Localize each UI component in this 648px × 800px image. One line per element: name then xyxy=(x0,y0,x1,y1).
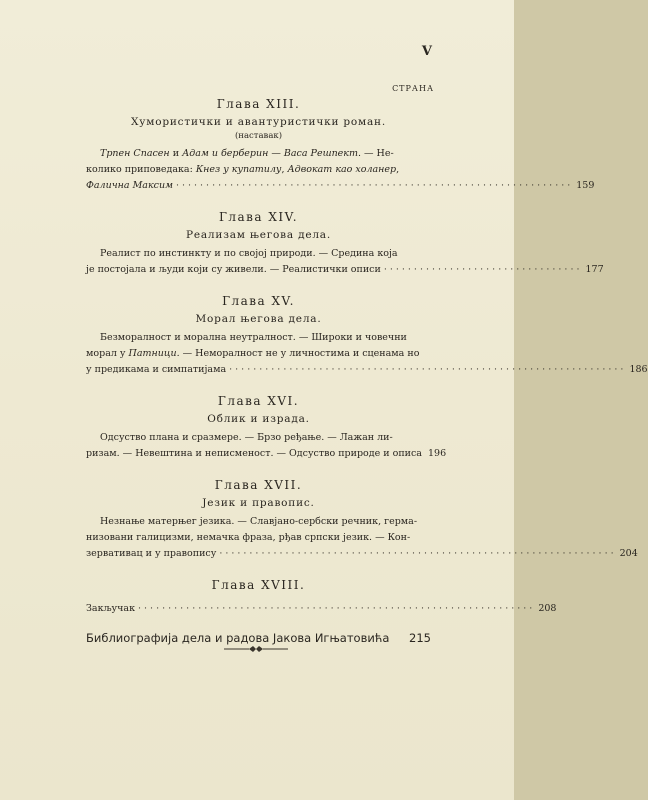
entry-text: , xyxy=(281,164,288,175)
entry-text: и xyxy=(169,148,183,159)
chapter-entry xyxy=(86,514,638,562)
entry-text: Адам и берберин xyxy=(182,148,269,159)
leader-dots: ································· xyxy=(383,264,583,275)
entry-text: Адвокат као холанер xyxy=(287,164,397,175)
entry-last-line xyxy=(86,178,595,194)
leader-dots: ·································································· xyxy=(175,180,574,191)
chapter-title: Језик и правопис. xyxy=(202,497,315,509)
entry-last-line xyxy=(86,601,557,617)
bibliography-title: Библиографија дела и радова Јакова Игњатовића xyxy=(86,631,390,645)
entry-text: — xyxy=(268,148,284,159)
entry-last-line xyxy=(86,546,638,562)
chapter-heading: Глава XVI. xyxy=(217,394,300,408)
entry-page-number: 204 xyxy=(619,548,638,559)
chapter-entry xyxy=(86,601,557,617)
entry-text: Незнање матерњег језика. — Славјано-сербски речник, герма- xyxy=(100,516,418,527)
entry-page-number: 177 xyxy=(585,264,604,275)
entry-text: Кнез у купатилу xyxy=(195,164,282,175)
entry-line xyxy=(86,146,431,162)
entry-text: морал у xyxy=(86,348,129,359)
chapter-14 xyxy=(86,209,604,278)
table-of-contents xyxy=(86,96,648,645)
leader-dots: ·································································· xyxy=(229,364,627,375)
chapter-heading: Глава XV. xyxy=(222,294,295,308)
entry-page-number: 208 xyxy=(538,603,557,614)
entry-text: Закључак xyxy=(86,603,136,614)
entry-text: зервативац и у правопису xyxy=(86,548,217,559)
entry-last-line xyxy=(86,262,604,278)
chapter-title: Морал његова дела. xyxy=(195,313,322,325)
ornament-divider-icon xyxy=(224,645,288,653)
chapter-18 xyxy=(86,577,557,617)
entry-text: у предикама и симпатијама xyxy=(86,364,227,375)
entry-text: колико приповедака: xyxy=(86,164,196,175)
chapter-heading: Глава XIV. xyxy=(218,210,299,224)
leader-dots: ·································································· xyxy=(219,548,617,559)
chapter-subtitle: (наставак) xyxy=(234,131,283,141)
entry-text: . — Неморалност не у личностима и сценама но xyxy=(176,348,420,359)
entry-last-line xyxy=(86,362,648,378)
entry-line xyxy=(86,162,431,178)
entry-text: . — Не- xyxy=(358,148,394,159)
entry-page-number: 159 xyxy=(576,180,595,191)
entry-text: , xyxy=(396,164,400,175)
entry-page-number: 196 xyxy=(427,448,447,459)
chapter-heading: Глава XVIII. xyxy=(211,578,306,592)
entry-line xyxy=(86,430,431,446)
entry-text: ризам. — Невештина и неписменост. — Одсуство природе и описа xyxy=(86,448,422,459)
leader-dots: ·································································· xyxy=(138,603,536,614)
entry-text: Трпен Спасен xyxy=(100,148,170,159)
entry-line xyxy=(86,346,431,362)
entry-line xyxy=(86,530,431,546)
chapter-15 xyxy=(86,293,648,378)
chapter-entry xyxy=(86,330,648,378)
chapter-entry xyxy=(86,146,595,194)
entry-page-number: 186 xyxy=(629,364,648,375)
entry-text: низовани галицизми, немачка фраза, рђав српски језик. — Кон- xyxy=(86,532,411,543)
chapter-entry xyxy=(86,246,604,278)
page-number: V xyxy=(421,44,432,59)
entry-text: Одсуство плана и сразмере. — Брзо ређање. — Лажан ли- xyxy=(100,432,393,443)
chapter-heading: Глава XVII. xyxy=(214,478,303,492)
chapter-title: Хумористички и авантуристички роман. xyxy=(131,116,386,128)
entry-text: Патници xyxy=(128,348,177,359)
chapter-heading: Глава XIII. xyxy=(216,97,301,111)
chapter-title: Реализам његова дела. xyxy=(185,229,332,241)
entry-text: је постојала и људи који су живели. — Реалистички описи xyxy=(86,264,381,275)
chapter-entry xyxy=(86,430,447,462)
bibliography-page-number: 215 xyxy=(409,631,431,645)
chapter-17 xyxy=(86,477,638,562)
bibliography-entry xyxy=(86,631,431,645)
entry-line xyxy=(86,330,431,346)
chapter-13 xyxy=(86,96,595,194)
entry-line xyxy=(86,514,431,530)
page-column-label: СТРАНА xyxy=(392,84,434,93)
entry-last-line xyxy=(86,446,447,462)
entry-text: Безморалност и морална неутралност. — Широки и човечни xyxy=(100,332,407,343)
entry-text: Реалист по инстинкту и по својој природи. — Средина која xyxy=(100,248,398,259)
chapter-16 xyxy=(86,393,447,462)
chapter-title: Облик и израда. xyxy=(207,413,310,425)
entry-text: Фалична Максим xyxy=(86,180,173,191)
entry-line xyxy=(86,246,431,262)
entry-text: Васа Решпект xyxy=(283,148,358,159)
